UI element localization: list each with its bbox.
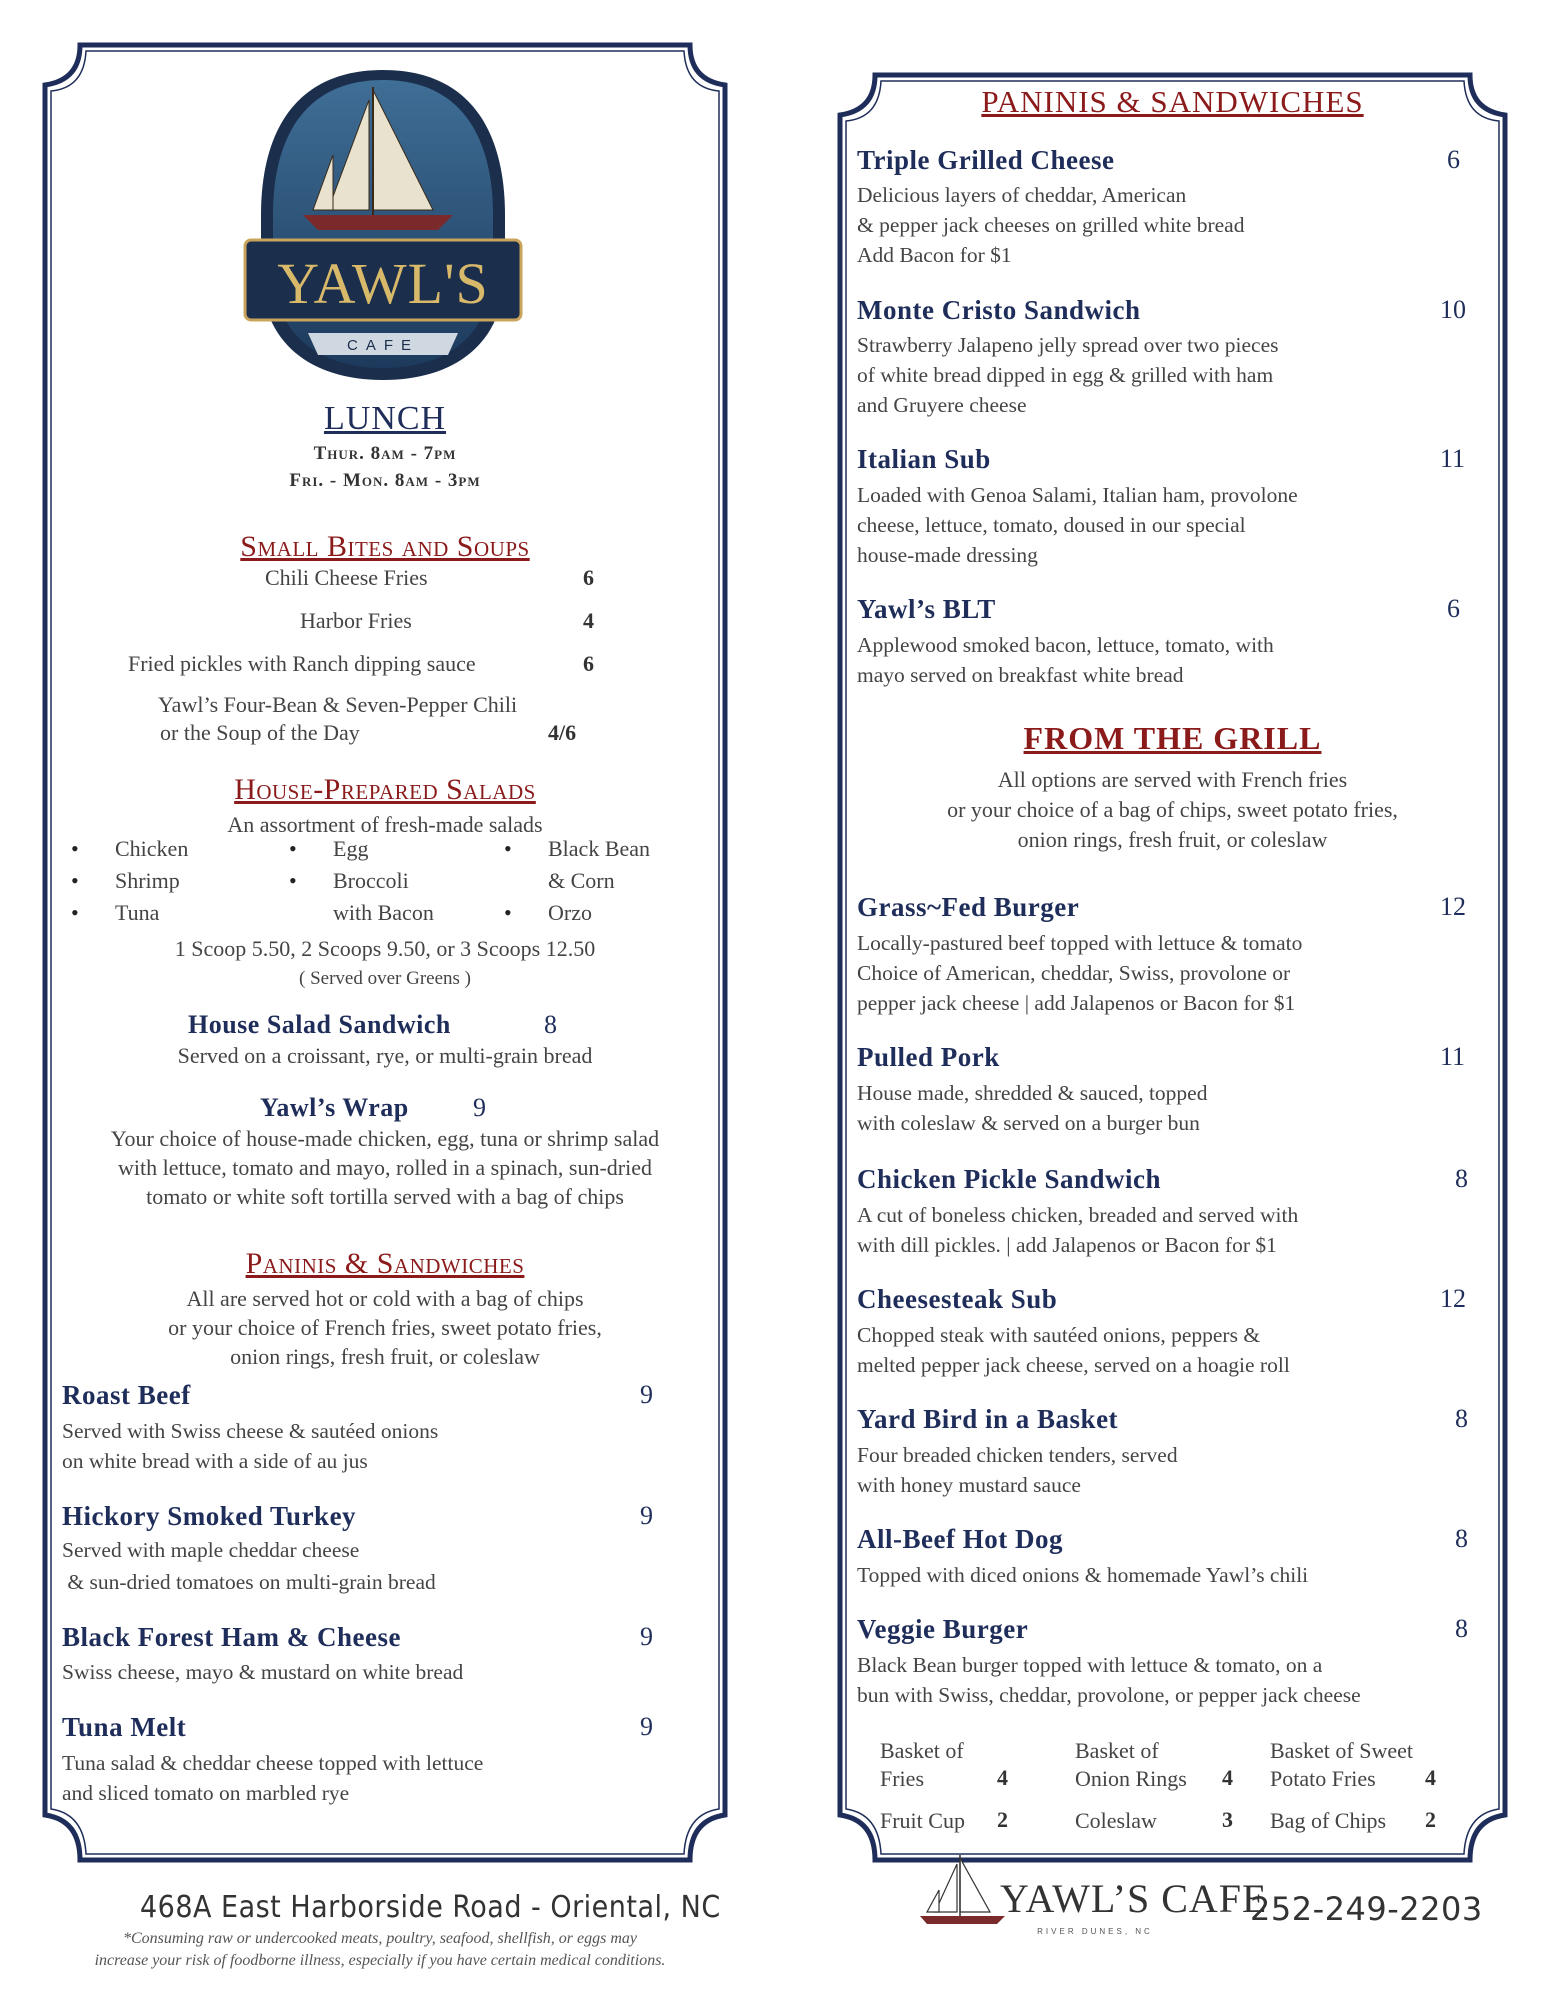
menu-item-desc: of white bread dipped in egg & grilled with ham xyxy=(857,363,1274,387)
footer-brand-logo xyxy=(915,1850,1268,1940)
menu-item-price: 12 xyxy=(1440,1284,1466,1313)
menu-item-desc: Served with Swiss cheese & sautéed onions xyxy=(62,1419,439,1443)
menu-item-name: Triple Grilled Cheese xyxy=(857,145,1115,175)
menu-item-desc: & sun-dried tomatoes on multi-grain bread xyxy=(62,1570,436,1594)
menu-item-price: 12 xyxy=(1440,892,1466,921)
menu-item-price: 8 xyxy=(1455,1614,1468,1643)
side-price: 4 xyxy=(1222,1765,1233,1790)
left-menu-panel xyxy=(20,40,750,1870)
small-bite-price: 4 xyxy=(583,608,594,633)
grill-intro: All options are served with French fries xyxy=(997,767,1348,792)
left-paninis-intro: All are served hot or cold with a bag of chips xyxy=(186,1286,584,1311)
menu-item-desc: Black Bean burger topped with lettuce & tomato, on a xyxy=(857,1653,1323,1677)
menu-item-desc: Delicious layers of cheddar, American xyxy=(857,183,1187,207)
salad-option-cont: with Bacon xyxy=(333,900,434,925)
menu-item-desc: house-made dressing xyxy=(857,543,1038,567)
grill-title: FROM THE GRILL xyxy=(1023,720,1322,756)
menu-item-desc: Tuna salad & cheddar cheese topped with lettuce xyxy=(62,1751,484,1775)
address: 468A East Harborside Road - Oriental, NC xyxy=(140,1890,721,1925)
footer-brand-sub: RIVER DUNES, NC xyxy=(1037,1927,1153,1936)
menu-item-desc: and sliced tomato on marbled rye xyxy=(62,1781,350,1805)
salad-option: • Chicken xyxy=(115,833,188,865)
menu-item-price: 9 xyxy=(640,1380,653,1409)
left-paninis-title: Paninis & Sandwiches xyxy=(245,1247,525,1280)
menu-item-price: 11 xyxy=(1440,1042,1466,1071)
footer-brand-name: YAWL’S CAFE xyxy=(1000,1876,1268,1921)
menu-item-desc: on white bread with a side of au jus xyxy=(62,1449,368,1473)
salad-option-cont: & Corn xyxy=(548,868,615,893)
menu-item-desc: with dill pickles. | add Jalapenos or Bacon for $1 xyxy=(857,1233,1277,1257)
menu-item-price: 9 xyxy=(640,1712,653,1741)
logo-sub: CAFE xyxy=(346,337,420,354)
side-item: Basket of Sweet Potato Fries xyxy=(1270,1738,1413,1791)
salads-subtitle: An assortment of fresh-made salads xyxy=(227,812,543,837)
small-bite-item: Harbor Fries xyxy=(300,608,412,633)
right-menu-panel xyxy=(815,70,1530,1870)
menu-item-price: 8 xyxy=(1455,1524,1468,1553)
menu-item-price: 6 xyxy=(1447,594,1460,623)
side-price: 2 xyxy=(1425,1807,1436,1832)
menu-item-desc: melted pepper jack cheese, served on a hoagie roll xyxy=(857,1353,1290,1377)
small-bite-price: 6 xyxy=(583,565,594,590)
yawls-wrap-name: Yawl’s Wrap xyxy=(260,1093,409,1122)
menu-item-desc: Loaded with Genoa Salami, Italian ham, provolone xyxy=(857,483,1298,507)
menu-item-desc: with honey mustard sauce xyxy=(857,1473,1081,1497)
salad-list-col3 xyxy=(548,833,650,929)
lunch-hours-2: Fri. - Mon. 8am - 3pm xyxy=(289,470,481,491)
left-paninis-intro: or your choice of French fries, sweet potato fries, xyxy=(168,1315,602,1340)
salads-title: House-Prepared Salads xyxy=(234,773,536,806)
salad-option: • Orzo xyxy=(548,897,650,929)
menu-item-price: 9 xyxy=(640,1622,653,1651)
side-item: Fruit Cup xyxy=(880,1808,965,1833)
menu-item-desc: Add Bacon for $1 xyxy=(857,243,1012,267)
side-price: 4 xyxy=(997,1765,1008,1790)
salad-list-col1 xyxy=(115,833,188,929)
side-item: Basket of Onion Rings xyxy=(1075,1738,1187,1791)
menu-item-name: Tuna Melt xyxy=(62,1712,187,1742)
menu-item-price: 8 xyxy=(1455,1404,1468,1433)
left-paninis-intro: onion rings, fresh fruit, or coleslaw xyxy=(230,1344,540,1369)
salad-option: • Broccoli xyxy=(333,865,434,897)
menu-item-desc: Swiss cheese, mayo & mustard on white bread xyxy=(62,1660,464,1684)
menu-item-price: 9 xyxy=(640,1501,653,1530)
lunch-hours-1: Thur. 8am - 7pm xyxy=(313,443,457,464)
menu-item-desc: A cut of boneless chicken, breaded and served with xyxy=(857,1203,1299,1227)
menu-item-price: 6 xyxy=(1447,145,1460,174)
small-bites-title: Small Bites and Soups xyxy=(240,530,530,563)
grill-intro: onion rings, fresh fruit, or coleslaw xyxy=(1017,827,1328,852)
house-salad-sandwich-name: House Salad Sandwich xyxy=(188,1010,451,1039)
small-bite-item: Yawl’s Four-Bean & Seven-Pepper Chili xyxy=(158,692,518,717)
small-bite-item: Chili Cheese Fries xyxy=(265,565,428,590)
menu-item-desc: mayo served on breakfast white bread xyxy=(857,663,1184,687)
menu-item-desc: House made, shredded & sauced, topped xyxy=(857,1081,1208,1105)
small-bite-item: Fried pickles with Ranch dipping sauce xyxy=(128,651,476,676)
menu-item-name: Italian Sub xyxy=(857,444,991,474)
menu-item-desc: Chopped steak with sautéed onions, peppers & xyxy=(857,1323,1261,1347)
menu-item-name: Veggie Burger xyxy=(857,1614,1029,1644)
menu-item-name: All-Beef Hot Dog xyxy=(857,1524,1063,1554)
phone-number: 252-249-2203 xyxy=(1250,1890,1483,1928)
menu-item-name: Chicken Pickle Sandwich xyxy=(857,1164,1162,1194)
side-item: Basket of Fries xyxy=(880,1738,964,1791)
menu-item-name: Hickory Smoked Turkey xyxy=(62,1501,357,1531)
salad-list-col2 xyxy=(333,833,434,929)
menu-item-desc: Locally-pastured beef topped with lettuce & tomato xyxy=(857,931,1303,955)
side-item: Bag of Chips xyxy=(1270,1808,1387,1833)
menu-item-price: 11 xyxy=(1440,444,1466,473)
lunch-title: LUNCH xyxy=(323,400,447,437)
small-bite-price: 4/6 xyxy=(548,720,577,745)
menu-item-name: Cheesesteak Sub xyxy=(857,1284,1058,1314)
menu-item-desc: with coleslaw & served on a burger bun xyxy=(857,1111,1200,1135)
menu-item-desc: bun with Swiss, cheddar, provolone, or pepper jack cheese xyxy=(857,1683,1361,1707)
side-item: Coleslaw xyxy=(1075,1808,1157,1833)
grill-intro: or your choice of a bag of chips, sweet potato fries, xyxy=(947,797,1398,822)
small-bite-price: 6 xyxy=(583,651,594,676)
side-price: 4 xyxy=(1425,1765,1436,1790)
salad-option: • Tuna xyxy=(115,897,188,929)
yawls-logo xyxy=(233,65,533,385)
menu-item-price: 8 xyxy=(1455,1164,1468,1193)
menu-item-name: Yawl’s BLT xyxy=(857,594,996,624)
menu-item-name: Roast Beef xyxy=(62,1380,191,1410)
menu-item-desc: & pepper jack cheeses on grilled white bread xyxy=(857,213,1245,237)
salad-option: • Black Bean xyxy=(548,833,650,865)
yawls-wrap-price: 9 xyxy=(473,1093,486,1122)
menu-item-desc: Applewood smoked bacon, lettuce, tomato, with xyxy=(857,633,1274,657)
logo-name: YAWL'S xyxy=(277,251,489,316)
house-salad-sandwich-desc: Served on a croissant, rye, or multi-grain bread xyxy=(177,1043,593,1068)
yawls-wrap-desc: with lettuce, tomato and mayo, rolled in a spinach, sun-dried xyxy=(118,1155,652,1180)
menu-item-desc: Four breaded chicken tenders, served xyxy=(857,1443,1178,1467)
menu-item-name: Pulled Pork xyxy=(857,1042,1000,1072)
menu-item-desc: Topped with diced onions & homemade Yawl’s chili xyxy=(857,1563,1309,1587)
menu-item-name: Yard Bird in a Basket xyxy=(857,1404,1119,1434)
menu-item-desc: Strawberry Jalapeno jelly spread over two pieces xyxy=(857,333,1279,357)
yawls-wrap-desc: Your choice of house-made chicken, egg, tuna or shrimp salad xyxy=(110,1126,660,1151)
menu-item-name: Monte Cristo Sandwich xyxy=(857,295,1141,325)
menu-item-name: Black Forest Ham & Cheese xyxy=(62,1622,401,1652)
salad-option: • Shrimp xyxy=(115,865,188,897)
salad-option: • Egg xyxy=(333,833,434,865)
yawls-wrap-desc: tomato or white soft tortilla served with a bag of chips xyxy=(146,1184,624,1209)
side-price: 2 xyxy=(997,1807,1008,1832)
menu-item-desc: and Gruyere cheese xyxy=(857,393,1027,417)
salad-served-note: ( Served over Greens ) xyxy=(299,968,471,989)
side-price: 3 xyxy=(1222,1807,1233,1832)
menu-item-desc: pepper jack cheese | add Jalapenos or Bacon for $1 xyxy=(857,991,1296,1015)
right-paninis-title: PANINIS & SANDWICHES xyxy=(981,84,1364,119)
salad-scoop-pricing: 1 Scoop 5.50, 2 Scoops 9.50, or 3 Scoops 12.50 xyxy=(174,936,596,961)
food-safety-disclaimer: *Consuming raw or undercooked meats, poultry, seafood, shellfish, or eggs may increase your risk of foodborne illness, especially if you have certain medical conditions. xyxy=(94,1930,666,1969)
house-salad-sandwich-price: 8 xyxy=(544,1010,557,1039)
menu-item-desc: Served with maple cheddar cheese xyxy=(62,1538,360,1562)
menu-item-desc: Choice of American, cheddar, Swiss, provolone or xyxy=(857,961,1291,985)
menu-item-price: 10 xyxy=(1440,295,1466,324)
small-bite-item-line2: or the Soup of the Day xyxy=(160,720,360,745)
menu-item-name: Grass~Fed Burger xyxy=(857,892,1080,922)
menu-item-desc: cheese, lettuce, tomato, doused in our special xyxy=(857,513,1246,537)
